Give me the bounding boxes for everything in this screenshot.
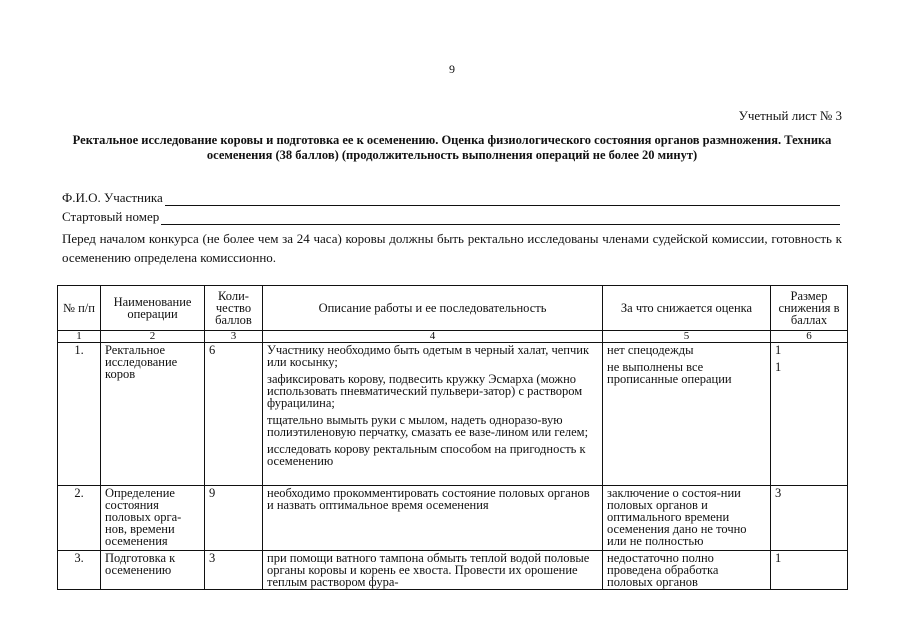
header-operation: Наименование операции: [101, 286, 205, 331]
description-item: Участнику необходимо быть одетым в черный халат, чепчик или косынку;: [267, 343, 590, 369]
reason-item: заключение о состоя-нии половых органов и оптимального времени осеменения дано не точно или не полностью: [607, 486, 747, 548]
row-operation: Подготовка к осеменению: [101, 551, 205, 590]
row-reasons: [603, 486, 771, 551]
start-number-line: [161, 212, 840, 225]
reason-item: не выполнены все прописанные операции: [607, 360, 732, 386]
row-description: [263, 343, 603, 486]
row-description: [263, 486, 603, 551]
table-row: [58, 343, 848, 486]
reason-item: недостаточно полно проведена обработка половых органов: [607, 551, 719, 589]
row-num: 2.: [58, 486, 101, 551]
row-operation: Определение состояния половых орга-нов, времени осеменения: [101, 486, 205, 551]
row-deductions: [771, 551, 848, 590]
description-item: исследовать корову ректальным способом на пригодность к осеменению: [267, 442, 586, 468]
column-number: 2: [101, 331, 205, 343]
row-num: 3.: [58, 551, 101, 590]
row-deductions: [771, 486, 848, 551]
scoring-table: [57, 285, 848, 590]
header-num: № п/п: [58, 286, 101, 331]
row-points: 9: [205, 486, 263, 551]
row-reasons: [603, 343, 771, 486]
start-number-field: [62, 209, 840, 225]
deduction-item: 1: [775, 551, 782, 565]
table-row: [58, 551, 848, 590]
header-deduction: Размер снижения в баллах: [771, 286, 848, 331]
row-deductions: [771, 343, 848, 486]
description-item: при помощи ватного тампона обмыть теплой водой половые органы коровы и корень ее хвоста. Провести их орошение теплым раствором фура-: [267, 551, 590, 589]
sheet-label: Учетный лист № 3: [738, 108, 842, 123]
column-number: 5: [603, 331, 771, 343]
column-number: 6: [771, 331, 848, 343]
description-item: зафиксировать корову, подвесить кружку Эсмарха (можно использовать пневматический пульвери-затор) с раствором фурацилина;: [267, 372, 583, 410]
deduction-item: 3: [775, 486, 782, 500]
participant-label: Ф.И.О. Участника: [62, 190, 163, 205]
description-item: тщательно вымыть руки с мылом, надеть одноразо-вую полиэтиленовую перчатку, смазать ее вазе-лином или гелем;: [267, 413, 589, 439]
header-reasons: За что снижается оценка: [603, 286, 771, 331]
column-number: 3: [205, 331, 263, 343]
row-description: [263, 551, 603, 590]
participant-line: [165, 193, 840, 206]
row-operation: Ректальное исследование коров: [101, 343, 205, 486]
column-number-row: [58, 331, 848, 343]
document-title: Ректальное исследование коровы и подготовка ее к осеменению. Оценка физиологического состояния органов размножения. Техника осеменения (38 баллов) (продолжительность выполнения операций не более 20 минут): [72, 133, 832, 162]
row-points: 6: [205, 343, 263, 486]
page-number: 9: [449, 62, 455, 76]
intro-paragraph: Перед началом конкурса (не более чем за 24 часа) коровы должны быть ректально исследованы членами судейской комиссии, готовность к осеменению определена комиссионно.: [62, 231, 842, 265]
reason-item: нет спецодежды: [607, 343, 694, 357]
row-points: 3: [205, 551, 263, 590]
column-number: 4: [263, 331, 603, 343]
deduction-item: 1: [775, 343, 782, 357]
deduction-item: 1: [775, 360, 782, 374]
row-reasons: [603, 551, 771, 590]
header-description: Описание работы и ее последовательность: [263, 286, 603, 331]
table-header-row: [58, 286, 848, 331]
header-points: Коли-чество баллов: [205, 286, 263, 331]
start-number-label: Стартовый номер: [62, 209, 160, 224]
description-item: необходимо прокомментировать состояние половых органов и назвать оптимальное время осеменения: [267, 486, 590, 512]
row-num: 1.: [58, 343, 101, 486]
table-row: [58, 486, 848, 551]
column-number: 1: [58, 331, 101, 343]
participant-field: [62, 190, 840, 206]
